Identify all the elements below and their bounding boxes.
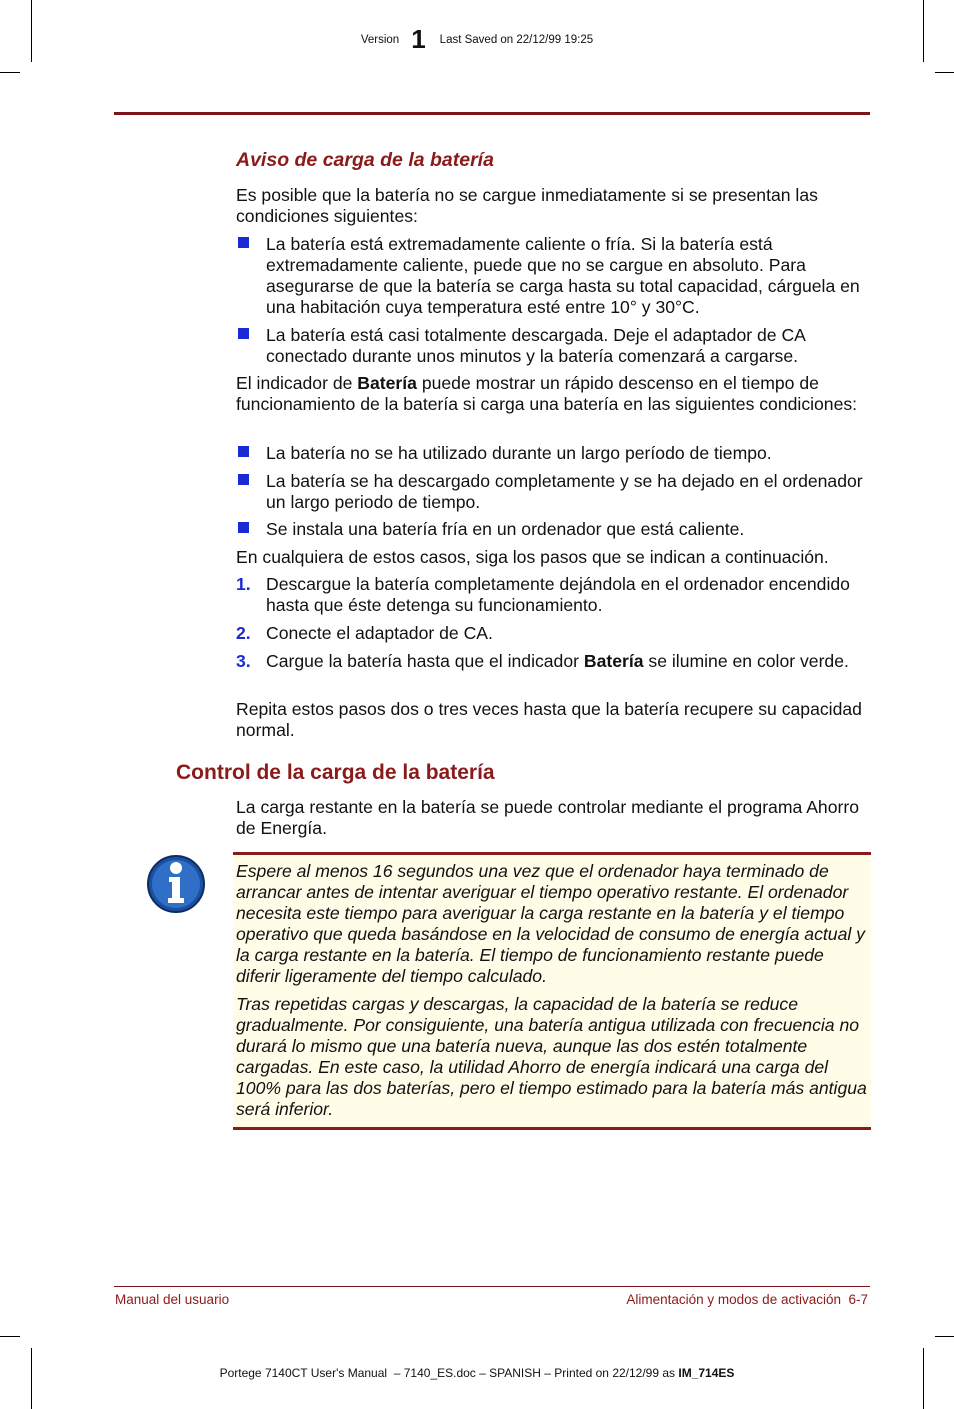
bullet-marker (238, 522, 249, 533)
crop-mark (0, 1336, 20, 1337)
footer-left: Manual del usuario (115, 1292, 230, 1307)
step-number: 2. (236, 623, 251, 643)
step-text: Conecte el adaptador de CA. (266, 623, 493, 643)
header-rule (114, 112, 870, 115)
indicator-paragraph (236, 373, 872, 415)
version-number: 1 (411, 24, 426, 54)
crop-mark (935, 72, 954, 73)
step-text: Descargue la batería completamente dejándola en el ordenador encendido hasta que éste detenga su funcionamiento. (266, 574, 850, 615)
indicator-name: Batería (583, 651, 644, 671)
bullet-marker (238, 237, 249, 248)
footer-rule (114, 1286, 870, 1287)
indicator-name: Batería (357, 373, 417, 393)
list-item: La batería está casi totalmente descargada. Deje el adaptador de CA conectado durante unos minutos y la batería comenzará a cargarse. (266, 325, 805, 366)
step-text (266, 651, 872, 672)
crop-mark (935, 1336, 954, 1337)
print-text: Portege 7140CT User's Manual – 7140_ES.doc – SPANISH – Printed on 22/12/99 as (219, 1366, 679, 1380)
step-number: 3. (236, 651, 251, 671)
list-item: Se instala una batería fría en un ordenador que está caliente. (266, 519, 745, 539)
footer-right: Alimentación y modos de activación 6-7 (626, 1292, 868, 1307)
bullet-marker (238, 474, 249, 485)
version-header (0, 24, 954, 55)
section-heading: Control de la carga de la batería (176, 761, 495, 784)
text-run: Cargue la batería hasta que el indicador (266, 651, 584, 671)
list-item: La batería no se ha utilizado durante un largo período de tiempo. (266, 443, 772, 463)
section-intro: La carga restante en la batería se puede controlar mediante el programa Ahorro de Energía. (236, 797, 860, 838)
bullet-marker (238, 328, 249, 339)
step-number: 1. (236, 574, 251, 594)
list-item: La batería se ha descargado completamente y se ha dejado en el ordenador un largo periodo de tiempo. (266, 471, 863, 512)
steps-intro: En cualquiera de estos casos, siga los pasos que se indican a continuación. (236, 547, 829, 567)
info-icon (146, 854, 206, 914)
section-subheading: Aviso de carga de la batería (236, 149, 494, 171)
text-run: El indicador de (236, 373, 358, 393)
print-doc-id: IM_714ES (678, 1366, 735, 1380)
list-item: La batería está extremadamente caliente o fría. Si la batería está extremadamente caliente, puede que no se cargue en absoluto. Para asegurarse de que la batería se carga hasta su total capacidad, cárguela en una habitación cuya temperatura esté entre 10° y 30°C. (266, 234, 860, 317)
bullet-marker (238, 446, 249, 457)
crop-mark (0, 72, 20, 73)
repeat-paragraph: Repita estos pasos dos o tres veces hasta que la batería recupere su capacidad normal. (236, 699, 862, 740)
last-saved: Last Saved on 22/12/99 19:25 (439, 34, 594, 46)
note-paragraph: Espere al menos 16 segundos una vez que el ordenador haya terminado de arrancar antes de intentar averiguar el tiempo operativo restante. El ordenador necesita este tiempo para averiguar la carga restante en la batería y el tiempo operativo que queda basándose en la velocidad de consumo de energía actual y la carga restante en la batería. El tiempo de funcionamiento restante puede diferir ligeramente del tiempo calculado. (236, 861, 865, 986)
version-label: Version (360, 34, 400, 46)
note-paragraph: Tras repetidas cargas y descargas, la capacidad de la batería se reduce gradualmente. Por consiguiente, una batería antigua utilizada con frecuencia no durará lo mismo que una batería nueva, aunque las dos estén totalmente cargadas. En este caso, la utilidad Ahorro de energía indicará una carga del 100% para las dos baterías, pero el tiempo estimado para la batería más antigua será inferior. (236, 994, 867, 1119)
text-run: puede mostrar un rápido descenso en el tiempo de funcionamiento de la batería si carga una batería en las siguientes condiciones: (236, 373, 858, 414)
print-info (0, 1366, 954, 1380)
intro-paragraph: Es posible que la batería no se cargue inmediatamente si se presentan las condiciones siguientes: (236, 185, 818, 226)
text-run: se ilumine en color verde. (643, 651, 849, 671)
